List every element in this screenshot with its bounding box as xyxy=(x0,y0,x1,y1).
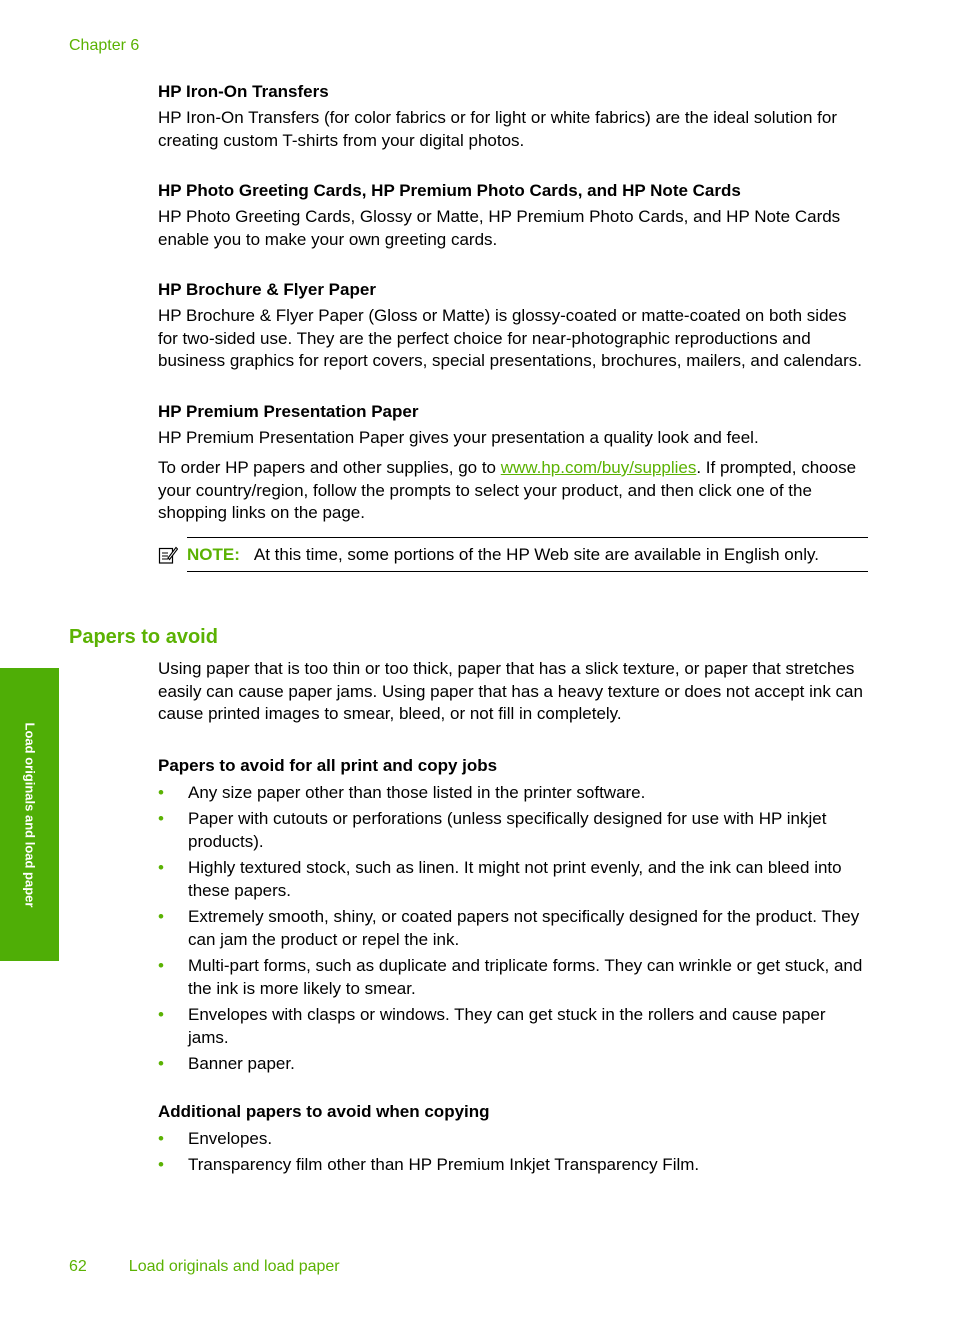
bullet-icon: • xyxy=(158,782,164,802)
chapter-label: Chapter 6 xyxy=(69,37,140,54)
bullet-icon: • xyxy=(158,1128,164,1148)
list-item xyxy=(158,955,868,1000)
bullet-icon: • xyxy=(158,1155,164,1174)
avoid-intro: Using paper that is too thin or too thick, paper that has a slick texture, or paper that stretches easily can cause paper jams. Using paper that has a heavy texture or does not accept ink can cause printed images to smear, bleed, or not fill in completely. xyxy=(158,659,863,723)
section-text: HP Brochure & Flyer Paper (Gloss or Matte) is glossy-coated or matte-coated on both sides for two-sided use. They are the perfect choice for near-photographic reproductions and business graphics for report covers, special presentations, brochures, mailers, and calendars. xyxy=(158,306,862,370)
note-box xyxy=(187,537,868,572)
list-item-text: Multi-part forms, such as duplicate and triplicate forms. They can wrinkle or get stuck, and the ink is more likely to smear. xyxy=(188,956,863,998)
copying-heading: Additional papers to avoid when copying xyxy=(158,1101,490,1121)
section-text: HP Premium Presentation Paper gives your presentation a quality look and feel. xyxy=(158,427,759,447)
list-item xyxy=(158,1004,868,1049)
page-number: 62 xyxy=(69,1258,87,1275)
footer-title: Load originals and load paper xyxy=(128,1258,340,1275)
list-item-text: Paper with cutouts or perforations (unless specifically designed for use with HP inkjet products). xyxy=(188,809,827,851)
list-item xyxy=(158,1053,868,1076)
list-item-text: Highly textured stock, such as linen. It might not print evenly, and the ink can bleed into these papers. xyxy=(188,858,842,900)
section-heading: HP Premium Presentation Paper xyxy=(158,401,419,421)
section-heading: HP Iron-On Transfers xyxy=(158,82,329,101)
order-paragraph xyxy=(158,457,868,525)
section-text: HP Photo Greeting Cards, Glossy or Matte, HP Premium Photo Cards, and HP Note Cards enable you to make your own greeting cards. xyxy=(158,207,841,249)
paper-types-content xyxy=(158,81,868,572)
section-heading: HP Brochure & Flyer Paper xyxy=(158,280,376,299)
section-brochure xyxy=(158,279,868,373)
list-item-text: Extremely smooth, shiny, or coated papers not specifically designed for the product. They can jam the product or repel the ink. xyxy=(188,907,860,949)
list-item-text: Any size paper other than those listed in the printer software. xyxy=(188,782,646,802)
list-item xyxy=(158,857,868,902)
section-presentation xyxy=(158,401,868,450)
papers-to-avoid-title: Papers to avoid xyxy=(69,626,218,648)
bullet-icon: • xyxy=(158,956,164,975)
order-text-before: To order HP papers and other supplies, go to xyxy=(158,458,501,477)
list-item xyxy=(158,1128,868,1151)
section-text: HP Iron-On Transfers (for color fabrics or for light or white fabrics) are the ideal solution for creating custom T-shirts from your digital photos. xyxy=(158,108,838,150)
list-item xyxy=(158,1154,868,1177)
list-item-text: Banner paper. xyxy=(188,1054,295,1073)
bullet-icon: • xyxy=(158,1005,164,1024)
side-tab-label: Load originals and load paper xyxy=(22,722,37,907)
section-greeting-cards xyxy=(158,180,868,251)
bullet-icon: • xyxy=(158,858,164,877)
side-chapter-tab xyxy=(0,668,59,961)
papers-to-avoid-content xyxy=(158,658,868,1181)
list-item-text: Envelopes with clasps or windows. They can get stuck in the rollers and cause paper jams. xyxy=(188,1005,826,1047)
list-item xyxy=(158,808,868,853)
bullet-icon: • xyxy=(158,1054,164,1073)
note-pencil-icon xyxy=(158,545,178,565)
bullet-icon: • xyxy=(158,907,164,926)
note-text: At this time, some portions of the HP Web site are available in English only. xyxy=(253,544,819,564)
list-item xyxy=(158,906,868,951)
note-label: NOTE: xyxy=(187,544,240,564)
section-heading: HP Photo Greeting Cards, HP Premium Photo Cards, and HP Note Cards xyxy=(158,181,741,200)
list-item xyxy=(158,782,868,805)
page-footer xyxy=(69,1258,340,1276)
all-jobs-list xyxy=(158,782,868,1076)
copying-list xyxy=(158,1128,868,1177)
order-text-after: . If prompted, choose your country/region, follow the prompts to select your product, and then click one of the shopping links on the page. xyxy=(158,458,857,522)
bullet-icon: • xyxy=(158,809,164,828)
list-item-text: Transparency film other than HP Premium Inkjet Transparency Film. xyxy=(188,1155,700,1174)
supplies-link[interactable]: www.hp.com/buy/supplies xyxy=(500,458,697,477)
section-iron-on xyxy=(158,81,868,152)
all-jobs-heading: Papers to avoid for all print and copy jobs xyxy=(158,755,498,775)
list-item-text: Envelopes. xyxy=(188,1128,273,1148)
